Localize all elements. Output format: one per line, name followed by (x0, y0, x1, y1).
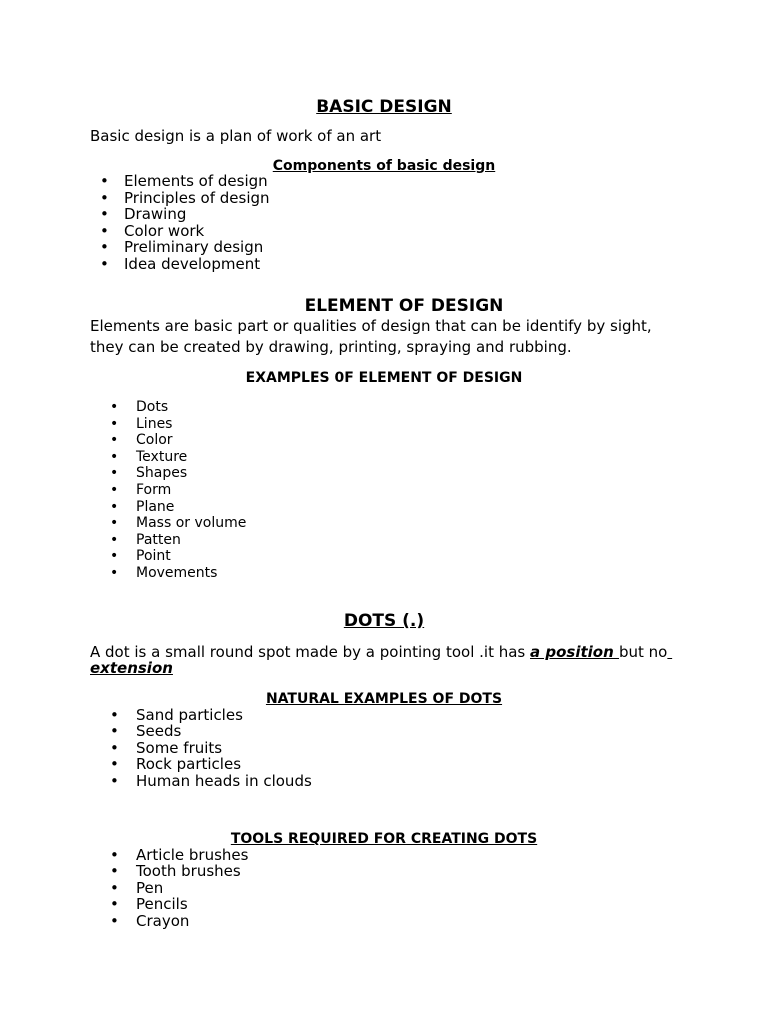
emphasis-extension: extension (90, 658, 173, 677)
examples-list (90, 399, 678, 582)
list-item: • Human heads in clouds (90, 773, 678, 789)
dots-definition-text: but no (618, 643, 668, 661)
list-item: • Movements (90, 565, 678, 582)
list-item: • Pen (90, 880, 678, 896)
underline-space (667, 643, 672, 661)
list-item: • Lines (90, 416, 678, 433)
basic-design-definition: Basic design is a plan of work of an art (90, 127, 382, 145)
list-item: • Patten (90, 532, 678, 549)
list-item: • Some fruits (90, 740, 678, 756)
list-item: • Seeds (90, 723, 678, 739)
list-item: • Tooth brushes (90, 863, 678, 879)
list-item: • Color work (90, 223, 678, 240)
list-item: • Dots (90, 399, 678, 416)
definition-line: Elements are basic part or qualities of design that can be identify by sight, (90, 317, 652, 335)
list-item: • Preliminary design (90, 239, 678, 256)
definition-line: they can be created by drawing, printing, spraying and rubbing. (90, 338, 572, 356)
natural-examples-list (90, 707, 678, 789)
list-item: • Principles of design (90, 190, 678, 207)
tools-list (90, 847, 678, 929)
natural-examples-heading: NATURAL EXAMPLES OF DOTS (265, 691, 503, 707)
list-item: • Mass or volume (90, 515, 678, 532)
list-item: • Drawing (90, 206, 678, 223)
examples-heading: EXAMPLES 0F ELEMENT OF DESIGN (245, 370, 523, 386)
list-item: • Crayon (90, 913, 678, 929)
tools-heading: TOOLS REQUIRED FOR CREATING DOTS (230, 831, 538, 847)
list-item: • Article brushes (90, 847, 678, 863)
dots-definition (90, 645, 678, 676)
list-item: • Plane (90, 499, 678, 516)
list-item: • Rock particles (90, 756, 678, 772)
list-item: • Elements of design (90, 173, 678, 190)
list-item: • Point (90, 548, 678, 565)
emphasis-position: a position (530, 643, 619, 661)
list-item: • Color (90, 432, 678, 449)
dots-title: DOTS (.) (343, 611, 425, 631)
element-of-design-title: ELEMENT OF DESIGN (304, 296, 504, 316)
list-item: • Shapes (90, 465, 678, 482)
list-item: • Sand particles (90, 707, 678, 723)
components-list (90, 173, 678, 273)
dots-definition-text: A dot is a small round spot made by a pointing tool .it has (90, 643, 530, 661)
list-item: • Idea development (90, 256, 678, 273)
components-heading: Components of basic design (272, 158, 496, 174)
element-of-design-definition (90, 316, 690, 358)
list-item: • Form (90, 482, 678, 499)
list-item: • Pencils (90, 896, 678, 912)
basic-design-title: BASIC DESIGN (316, 97, 452, 117)
list-item: • Texture (90, 449, 678, 466)
